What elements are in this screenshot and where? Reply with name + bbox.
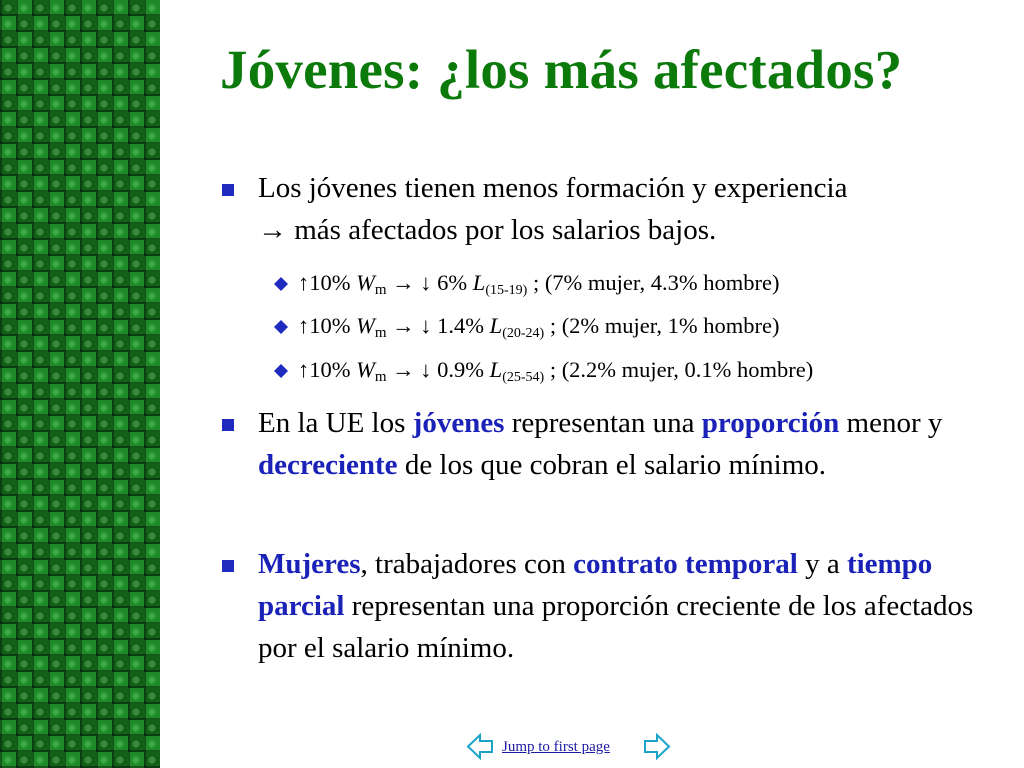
sub-item-2 — [298, 312, 779, 344]
wage-subscript: m — [374, 369, 387, 385]
bullet-text-3 — [258, 543, 1008, 669]
bullet2-text-2: representan una — [504, 407, 702, 439]
down-arrow-symbol: ↓ — [420, 270, 432, 295]
down-arrow-symbol: ↓ — [420, 313, 432, 338]
right-arrow-symbol: → — [392, 270, 415, 295]
sub-item-rest: ; (2.2% mujer, 0.1% hombre) — [544, 357, 814, 382]
square-bullet-icon — [222, 184, 234, 196]
age-subscript: (25-54) — [502, 370, 545, 385]
bullet2-text-4: de los que cobran el salario mínimo. — [397, 449, 827, 481]
arrow-right-outline-icon[interactable] — [643, 733, 671, 760]
right-arrow-symbol: → — [392, 313, 415, 338]
labor-symbol: L — [472, 270, 486, 295]
emphasis-mujeres: Mujeres — [258, 548, 361, 580]
decorative-sidebar — [0, 0, 160, 768]
sub-item-pct: 10% — [309, 357, 351, 382]
sub-item-3 — [298, 356, 813, 388]
sub-item-rest: ; (2% mujer, 1% hombre) — [544, 313, 780, 338]
wage-subscript: m — [374, 325, 387, 341]
emphasis-tiempo-parcial: tiempo parcial — [258, 548, 933, 622]
age-subscript: (20-24) — [502, 326, 545, 341]
diamond-bullet-icon — [274, 364, 288, 378]
arrow-left-outline-icon[interactable] — [466, 733, 494, 760]
slide-title: Jóvenes: ¿los más afectados? — [220, 39, 903, 100]
sub-item-1 — [298, 269, 779, 301]
bullet2-text-3: menor y — [839, 407, 943, 439]
sub-item-value: 0.9% — [431, 357, 490, 382]
sub-item-value: 6% — [431, 270, 473, 295]
jump-to-first-page-link[interactable]: Jump to first page — [502, 739, 610, 755]
square-bullet-icon — [222, 560, 234, 572]
arrow-right-symbol: → — [258, 214, 287, 246]
sub-item-rest: ; (7% mujer, 4.3% hombre) — [527, 270, 780, 295]
age-subscript: (15-19) — [485, 283, 528, 298]
square-bullet-icon — [222, 419, 234, 431]
bullet-text-2 — [258, 402, 1008, 486]
wage-symbol: W — [356, 270, 375, 295]
bullet2-text-1: En la UE los — [258, 407, 413, 439]
wage-symbol: W — [356, 357, 375, 382]
sub-item-pct: 10% — [309, 270, 351, 295]
bullet1-text-a: Los jóvenes tienen menos formación y experiencia — [258, 172, 848, 204]
up-arrow-symbol: ↑ — [298, 357, 310, 382]
bullet1-text-b: más afectados por los salarios bajos. — [287, 214, 717, 246]
diamond-bullet-icon — [274, 277, 288, 291]
wage-symbol: W — [356, 313, 375, 338]
bullet-text-1 — [258, 167, 1018, 251]
labor-symbol: L — [489, 313, 503, 338]
bullet3-text-1: , trabajadores con — [360, 548, 574, 580]
up-arrow-symbol: ↑ — [298, 270, 310, 295]
right-arrow-symbol: → — [392, 357, 415, 382]
emphasis-decreciente: decreciente — [258, 449, 398, 481]
bullet3-text-3: representan una proporción creciente de los afectados por el salario mínimo. — [258, 590, 974, 664]
diamond-bullet-icon — [274, 320, 288, 334]
emphasis-jovenes: jóvenes — [412, 407, 505, 439]
emphasis-proporcion: proporción — [701, 407, 840, 439]
down-arrow-symbol: ↓ — [420, 357, 432, 382]
emphasis-contrato-temporal: contrato temporal — [573, 548, 798, 580]
sub-item-value: 1.4% — [431, 313, 490, 338]
labor-symbol: L — [489, 357, 503, 382]
sub-item-pct: 10% — [309, 313, 351, 338]
up-arrow-symbol: ↑ — [298, 313, 310, 338]
wage-subscript: m — [374, 282, 387, 298]
bullet3-text-2: y a — [797, 548, 847, 580]
